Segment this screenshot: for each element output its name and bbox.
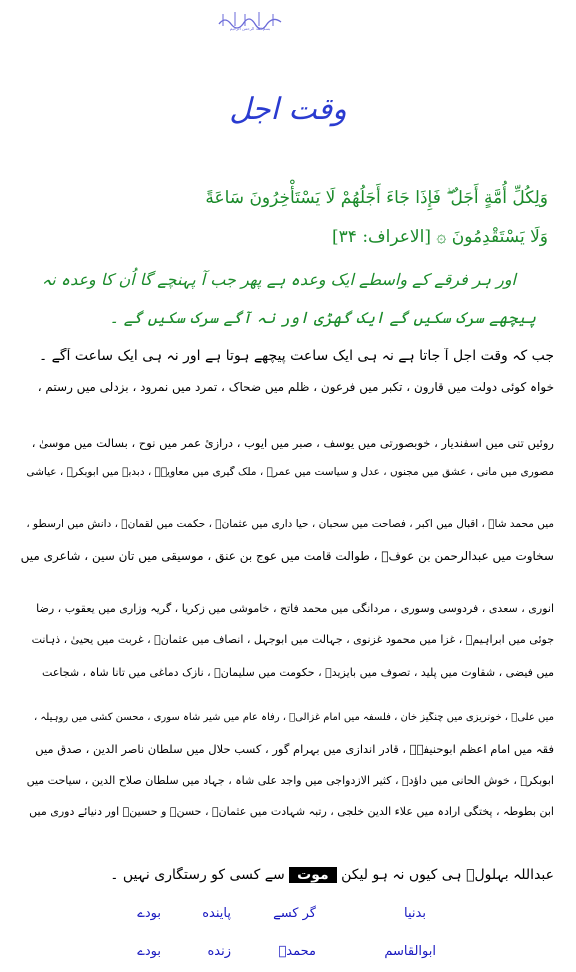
body-line: جوئی میں ابراہیمؑ ، غزا میں محمود غزنوی ، جہالت میں ابوجہل ، انصاف میں عثمانؓ ، غربت میں یحییٰ ، ذہانت: [31, 633, 554, 646]
poem-word: بدنیا: [404, 906, 426, 921]
svg-text:بسم اللہ الرحمن الرحیم: بسم اللہ الرحمن الرحیم: [229, 26, 271, 31]
body-line: مصوری میں مانی ، عشق میں مجنوں ، عدل و سیاست میں عمرؓ ، ملک گیری میں معاویہؓ ، دبدبہ میں ابوبکرؓ ، عیاشی: [26, 466, 554, 478]
poem-word: بودے: [137, 944, 161, 959]
body-line: انوری ، سعدی ، فردوسی وسوری ، مردانگی میں محمد فاتح ، خاموشی میں زکریا ، گریہ وزاری میں یعقوب ، رضا: [36, 602, 554, 615]
body-line: خواہ کوئی دولت میں قارون ، تکبر میں فرعون ، ظلم میں ضحاک ، تمرد میں نمرود ، بزدلی میں رستم ،: [37, 380, 554, 394]
body-line: سخاوت میں عبدالرحمن بن عوفؓ ، طوالت قامت میں عوج بن عنق ، موسیقی میں تان سین ، شاعری میں: [20, 549, 554, 563]
page-title: وقت اجل: [229, 92, 347, 127]
translation-line-1: اور ہر فرقے کے واسطے ایک وعدہ ہے پھر جب آ پہنچے گا اُن کا وعدہ نہ: [41, 270, 516, 289]
poem-word: زنده: [207, 944, 231, 959]
final-line: [20, 867, 554, 883]
quran-verse-line-2: وَلَا يَسْتَقْدِمُونَ ۞ [الاعراف: ۳۴]: [332, 227, 548, 247]
poem-word: محمدؐ: [278, 944, 316, 959]
final-line-before: عبداللہ بہلولؒ ہی کیوں نہ ہو لیکن: [341, 867, 554, 883]
body-line: روئیں تنی میں اسفندیار ، خوبصورتی میں یوسف ، صبر میں ایوب ، درازئ عمر میں نوح ، بسالت میں موسیٰ ،: [31, 436, 554, 450]
body-line: میں علیؓ ، خونریزی میں چنگیز خان ، فلسفہ میں امام غزالیؒ ، رفاہ عام میں شیر شاہ سوری ، محسن کشی میں روہیلہ ،: [34, 712, 554, 723]
poem-word: ابوالقاسم: [384, 944, 436, 959]
maut-highlight: موت: [289, 867, 337, 883]
body-line: ابن بطوطہ ، پختگی ارادہ میں علاء الدین خلجی ، رتبہ شہادت میں عثمانؓ ، حسنؓ و حسینؓ اور دنیائے دوری میں: [29, 805, 554, 818]
body-line: ابوبکرؓ ، خوش الحانی میں داؤدؑ ، کثیر الازدواجی میں واجد علی شاہ ، جہاد میں سلطان صلاح الدین ، سیاحت میں: [26, 774, 554, 787]
poem-word: بودے: [137, 906, 161, 921]
poem-word: پاینده: [202, 906, 231, 921]
poem-word: گر کسے: [273, 906, 316, 921]
quran-verse-text: وَلَا يَسْتَقْدِمُونَ: [451, 227, 548, 247]
quran-verse-line-1: وَلِكُلِّ أُمَّةٍ أَجَلٌ ۖ فَإِذَا جَاءَ أَجَلُهُمْ لَا يَسْتَأْخِرُونَ سَاعَةً: [205, 188, 548, 208]
bismillah-calligraphy: [215, 6, 285, 32]
verse-reference: [الاعراف: ۳۴]: [332, 227, 431, 247]
body-line: فقہ میں امام اعظم ابوحنیفہؒ ، قادر اندازی میں بہرام گور ، کسب حلال میں سلطان ناصر الدین ، صدق میں: [35, 742, 554, 756]
final-line-after: سے کسی کو رستگاری نہیں ۔: [110, 867, 285, 883]
body-line: میں فیضی ، شقاوت میں پلید ، تصوف میں بایزیدؒ ، حکومت میں سلیمانؑ ، نازک دماغی میں تانا شاہ ، شجاعت: [42, 666, 554, 679]
body-line: جب کہ وقت اجل آ جاتا ہے نہ ہی ایک ساعت پیچھے ہوتا ہے اور نہ ہی ایک ساعت آگے ۔: [39, 348, 554, 364]
body-line: میں محمد شاہ ، اقبال میں اکبر ، فصاحت میں سحبان ، حیا داری میں عثمانؓ ، حکمت میں لقمانؑ ، دانش میں ارسطو ،: [26, 518, 554, 530]
translation-line-2: پیچھے سرک سکیں گے ایک گھڑی اور نہ آگے سرک سکیں گے ۔: [109, 308, 536, 327]
